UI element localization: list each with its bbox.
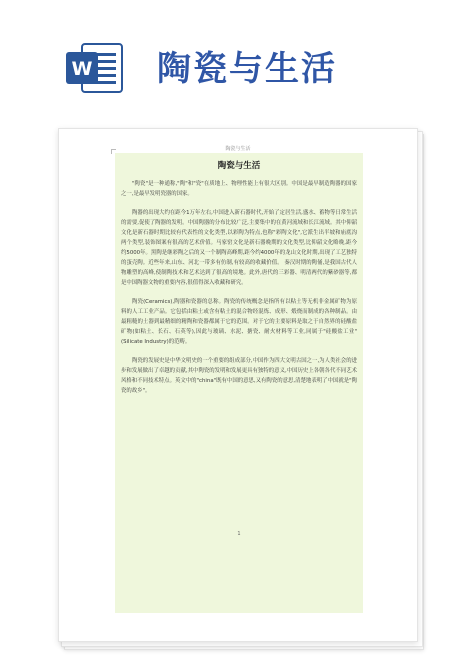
running-head: 陶瓷与生活 bbox=[225, 146, 251, 152]
word-document-icon bbox=[66, 40, 124, 96]
document-heading: 陶瓷与生活 bbox=[217, 161, 261, 171]
page-title: 陶瓷与生活 bbox=[157, 49, 337, 89]
paragraph: 陶瓷(Ceramics),陶器和瓷器的总称。陶瓷的传统概念是指所有以粘土等无机非金属矿物为原料的人工工业产品。它包括由粘土或含有粘土的混合物经混炼、成形、煅烧而制成的各种制品。由最粗糙的土器到最精细的精陶和瓷器都属于它的范围。对于它的主要原料是取之于自然界的硅酸盐矿物(如粘土、长石、石英等),因此与玻璃、水泥、搪瓷、耐火材料等工业,同属于"硅酸盐工业"(Silicate Industry)的范畴。 bbox=[121, 299, 357, 345]
document-preview bbox=[58, 128, 424, 648]
document-page bbox=[58, 128, 418, 642]
paragraph: 陶瓷的发展史是中华文明史的一个重要的组成部分,中国作为四大文明古国之一,为人类社会的进步和发展做出了卓越的贡献,其中陶瓷的发明和发展更具有独特的意义,中国历史上各朝各代不同艺术风格和不同技术特点。英文中的"china"既有中国的意思,又有陶瓷的意思,清楚地表明了中国就是"陶瓷的故乡"。 bbox=[121, 358, 357, 394]
paragraph: 陶器的出现大约在距今1万年左右,中国进入新石器时代,开始了定居生活,盛水、蓄物等日常生活的需要,促使了陶器的发明。中国陶器的分布比较广泛,主要集中的在黄河流域和长江流域。其中仰韶文化是新石器时期比较有代表性的文化类型,以彩陶为特点,也称"彩陶文化",它派生出半坡和庙底沟两个类型,装饰图案有很高的艺术价值。马家窑文化是新石器晚期的文化类型,比仰韶文化略晚,距今约5000年。黑陶是继彩陶之后的又一个制陶高峰期,距今约4000年的龙山文化时期,出现了工艺独特的蛋壳陶。近些年来,山东、河北一带多有仿制,有较高的收藏价值。 秦汉时期的陶俑,是我国古代人物雕塑的高峰,使制陶技术和艺术达到了很高的境地。此外,唐代的三彩器、明清两代的紫砂器等,都是中国陶器文物的重要内容,很值得深入收藏和研究。 bbox=[121, 210, 357, 286]
paragraph: "陶瓷"是一种通称,"陶"和"瓷"在质地上、物理性能上有很大区别。中国是最早制造陶器的国家之一,是最早发明瓷器的国家。 bbox=[121, 181, 357, 197]
page-number: 1 bbox=[237, 531, 241, 537]
document-body bbox=[115, 153, 363, 613]
logo-letter: W bbox=[71, 58, 93, 80]
